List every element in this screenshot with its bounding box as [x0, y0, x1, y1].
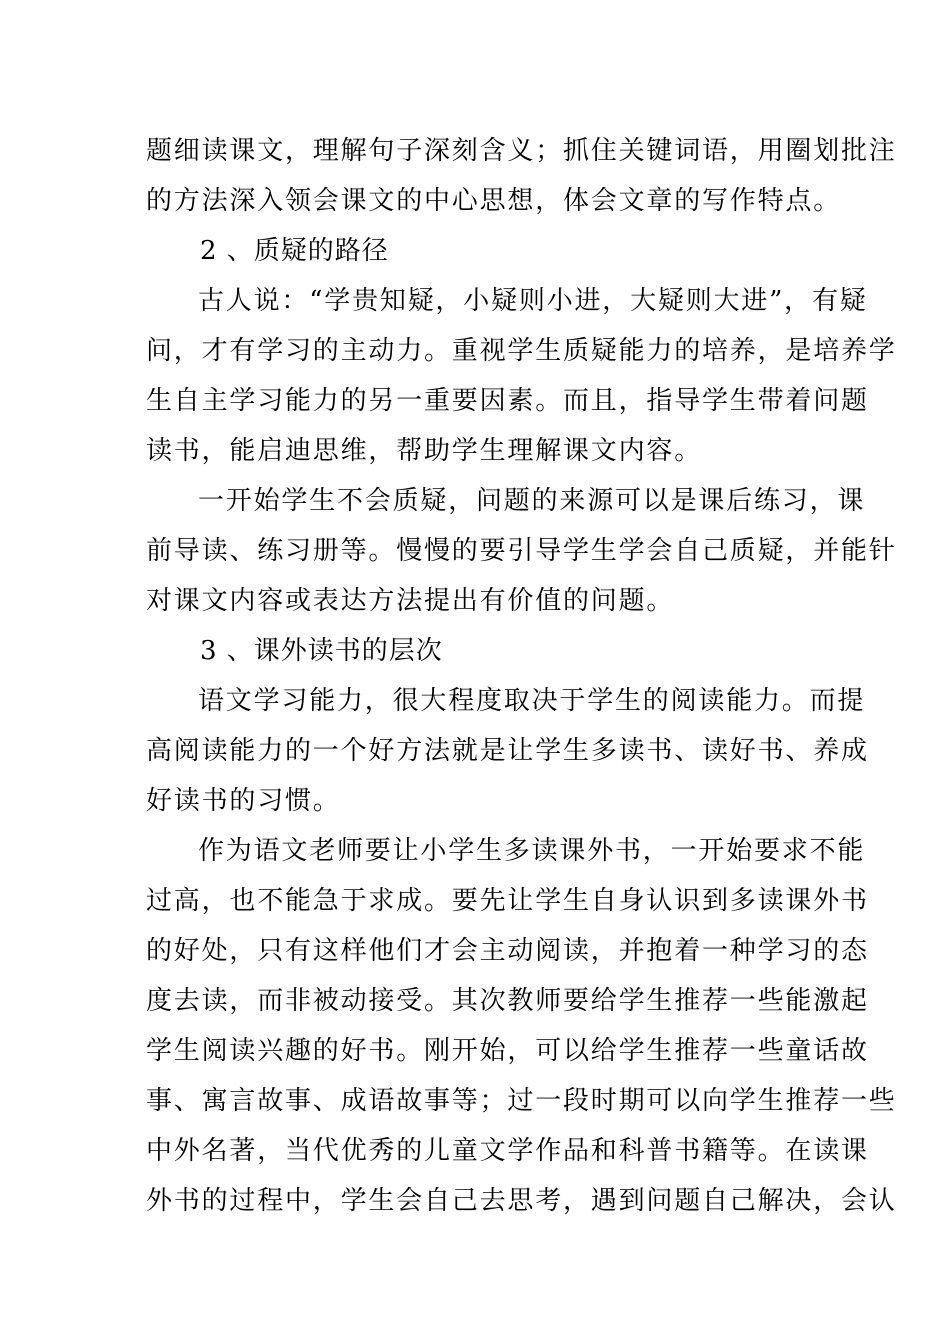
section-heading-2: 2 、质疑的路径 [200, 236, 389, 266]
text-line: 事、寓言故事、成语故事等；过一段时期可以向学生推荐一些 [146, 1086, 897, 1116]
text-line: 古人说：“学贵知疑，小疑则小进，大疑则大进”，有疑 [198, 286, 868, 316]
text-line: 生自主学习能力的另一重要因素。而且，指导学生带着问题 [146, 386, 869, 416]
text-line: 对课文内容或表达方法提出有价值的问题。 [146, 586, 675, 616]
text-line: 中外名著，当代优秀的儿童文学作品和科普书籍等。在读课 [146, 1136, 869, 1166]
text-line: 问，才有学习的主动力。重视学生质疑能力的培养，是培养学 [146, 336, 897, 366]
text-line: 一开始学生不会质疑，问题的来源可以是课后练习，课 [198, 486, 866, 516]
text-line: 好读书的习惯。 [146, 786, 341, 816]
text-line: 度去读，而非被动接受。其次教师要给学生推荐一些能激起 [146, 986, 869, 1016]
text-line: 的方法深入领会课文的中心思想，体会文章的写作特点。 [146, 186, 842, 216]
text-line: 学生阅读兴趣的好书。刚开始，可以给学生推荐一些童话故 [146, 1036, 869, 1066]
text-line: 语文学习能力，很大程度取决于学生的阅读能力。而提 [198, 686, 866, 716]
text-line: 读书，能启迪思维，帮助学生理解课文内容。 [146, 436, 703, 466]
text-line: 过高，也不能急于求成。要先让学生自身认识到多读课外书 [146, 886, 869, 916]
section-heading-3: 3 、课外读书的层次 [200, 636, 443, 666]
text-line: 的好处，只有这样他们才会主动阅读，并抱着一种学习的态 [146, 936, 869, 966]
text-line: 外书的过程中，学生会自己去思考，遇到问题自己解决，会认 [146, 1186, 897, 1216]
text-line: 高阅读能力的一个好方法就是让学生多读书、读好书、养成 [146, 736, 869, 766]
text-line: 题细读课文，理解句子深刻含义；抓住关键词语，用圈划批注 [146, 136, 897, 166]
text-line: 前导读、练习册等。慢慢的要引导学生学会自己质疑，并能针 [146, 536, 897, 566]
text-line: 作为语文老师要让小学生多读课外书，一开始要求不能 [198, 836, 866, 866]
